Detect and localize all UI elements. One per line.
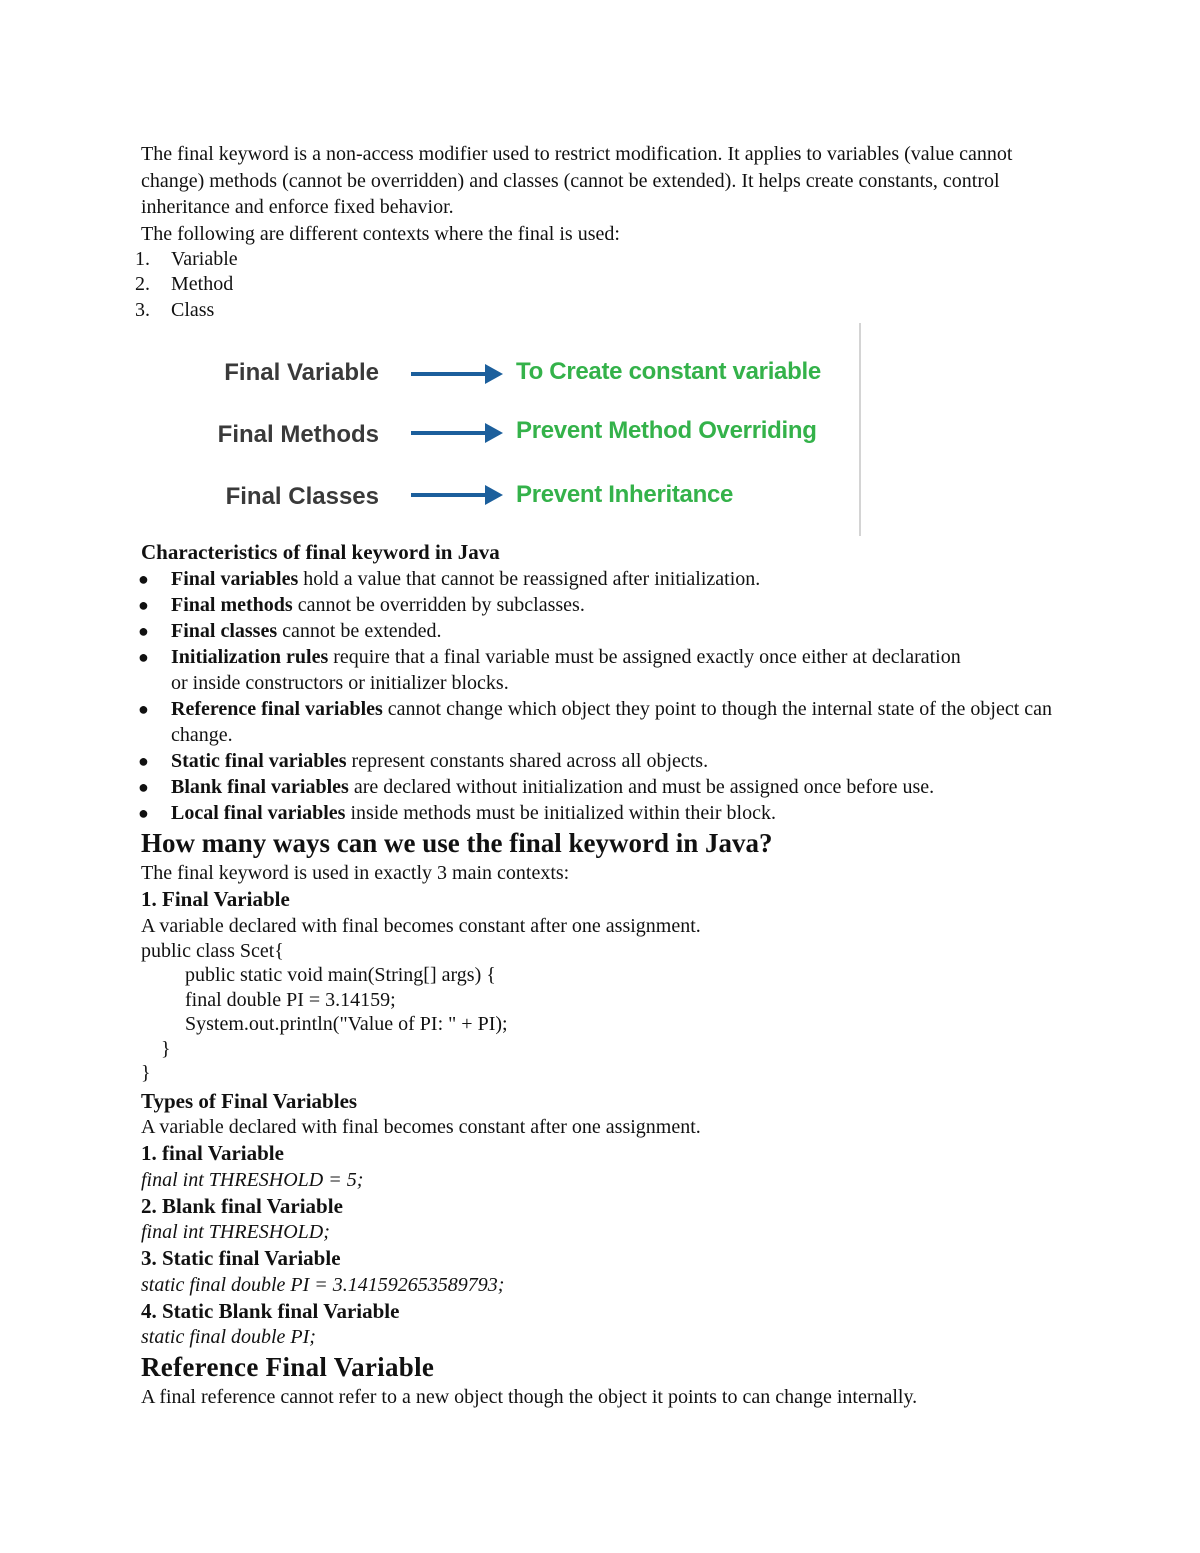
diagram-label: Final Variable	[224, 359, 379, 386]
bullet-icon: ●	[138, 647, 149, 667]
type-code: final int THRESHOLD = 5;	[141, 1168, 364, 1191]
diagram-label: Final Classes	[225, 483, 379, 510]
ways-heading: How many ways can we use the final keyword in Java?	[141, 828, 773, 858]
list-item: ● Reference final variables cannot change which object they point to though the internal state of the object can change.	[138, 698, 1053, 746]
bullet-icon: ●	[138, 751, 149, 771]
code-line: public class Scet{	[141, 939, 284, 962]
list-item: ● Final variables hold a value that cannot be reassigned after initialization.	[138, 568, 761, 590]
list-item: 3. Class	[135, 298, 215, 321]
bullet-icon: ●	[138, 803, 149, 823]
type-title: 1. final Variable	[141, 1141, 284, 1165]
contexts-list	[135, 247, 1061, 324]
diagram-result: To Create constant variable	[516, 358, 821, 385]
final-variable-desc: A variable declared with final becomes constant after one assignment.	[141, 914, 701, 937]
bullet-icon: ●	[138, 595, 149, 615]
characteristics-list	[138, 566, 1061, 826]
contexts-lead: The following are different contexts where the final is used:	[141, 222, 620, 245]
code-line: }	[141, 1062, 151, 1084]
list-item: 1. Variable	[135, 247, 238, 270]
intro-paragraph: The final keyword is a non-access modifier used to restrict modification. It applies to variables (value cannot change) methods (cannot be overridden) and classes (cannot be extended). It helps create constants, control inheritance and enforce fixed behavior.	[141, 143, 1013, 218]
diagram-result: Prevent Inheritance	[516, 481, 734, 508]
diagram-row	[141, 478, 857, 518]
type-title: 2. Blank final Variable	[141, 1193, 343, 1218]
type-code: static final double PI = 3.141592653589793;	[141, 1273, 505, 1296]
characteristics-heading: Characteristics of final keyword in Java	[141, 540, 500, 564]
code-block	[141, 939, 1061, 1086]
arrow-right-icon	[411, 484, 503, 506]
type-title: 4. Static Blank final Variable	[141, 1298, 400, 1323]
bullet-icon: ●	[138, 777, 149, 797]
bullet-icon: ●	[138, 569, 149, 589]
diagram-row	[141, 353, 857, 393]
list-item: ● Initialization rules require that a final variable must be assigned exactly once either at declaration or inside constructors or initializer blocks.	[138, 646, 961, 694]
document-page	[135, 141, 1061, 1410]
type-code: static final double PI;	[141, 1326, 316, 1348]
reference-heading: Reference Final Variable	[141, 1352, 435, 1382]
code-line: System.out.println("Value of PI: " + PI);	[185, 1013, 508, 1035]
list-item: ● Local final variables inside methods must be initialized within their block.	[138, 802, 776, 824]
diagram-label: Final Methods	[217, 421, 379, 448]
diagram-result: Prevent Method Overriding	[516, 417, 817, 444]
reference-desc: A final reference cannot refer to a new object though the object it points to can change internally.	[141, 1386, 918, 1408]
final-variable-heading: 1. Final Variable	[141, 887, 290, 911]
types-desc: A variable declared with final becomes constant after one assignment.	[141, 1116, 701, 1138]
diagram-divider	[859, 323, 861, 536]
type-title: 3. Static final Variable	[141, 1246, 341, 1270]
ways-lead: The final keyword is used in exactly 3 main contexts:	[141, 862, 570, 884]
bullet-icon: ●	[138, 621, 149, 641]
arrow-right-icon	[411, 422, 503, 444]
list-item: 2. Method	[135, 273, 234, 295]
types-heading: Types of Final Variables	[141, 1088, 358, 1113]
type-code: final int THRESHOLD;	[141, 1221, 330, 1243]
arrow-right-icon	[411, 363, 503, 385]
list-item: ● Blank final variables are declared without initialization and must be assigned once before use.	[138, 776, 935, 798]
list-item: ● Static final variables represent constants shared across all objects.	[138, 750, 709, 772]
diagram-row	[141, 414, 857, 454]
code-line: final double PI = 3.14159;	[185, 988, 396, 1011]
bullet-icon: ●	[138, 699, 149, 719]
final-usage-diagram	[141, 323, 861, 536]
list-item: ● Final classes cannot be extended.	[138, 620, 442, 642]
code-line: public static void main(String[] args) {	[185, 964, 496, 986]
list-item: ● Final methods cannot be overridden by subclasses.	[138, 594, 585, 616]
code-line: }	[161, 1037, 171, 1060]
